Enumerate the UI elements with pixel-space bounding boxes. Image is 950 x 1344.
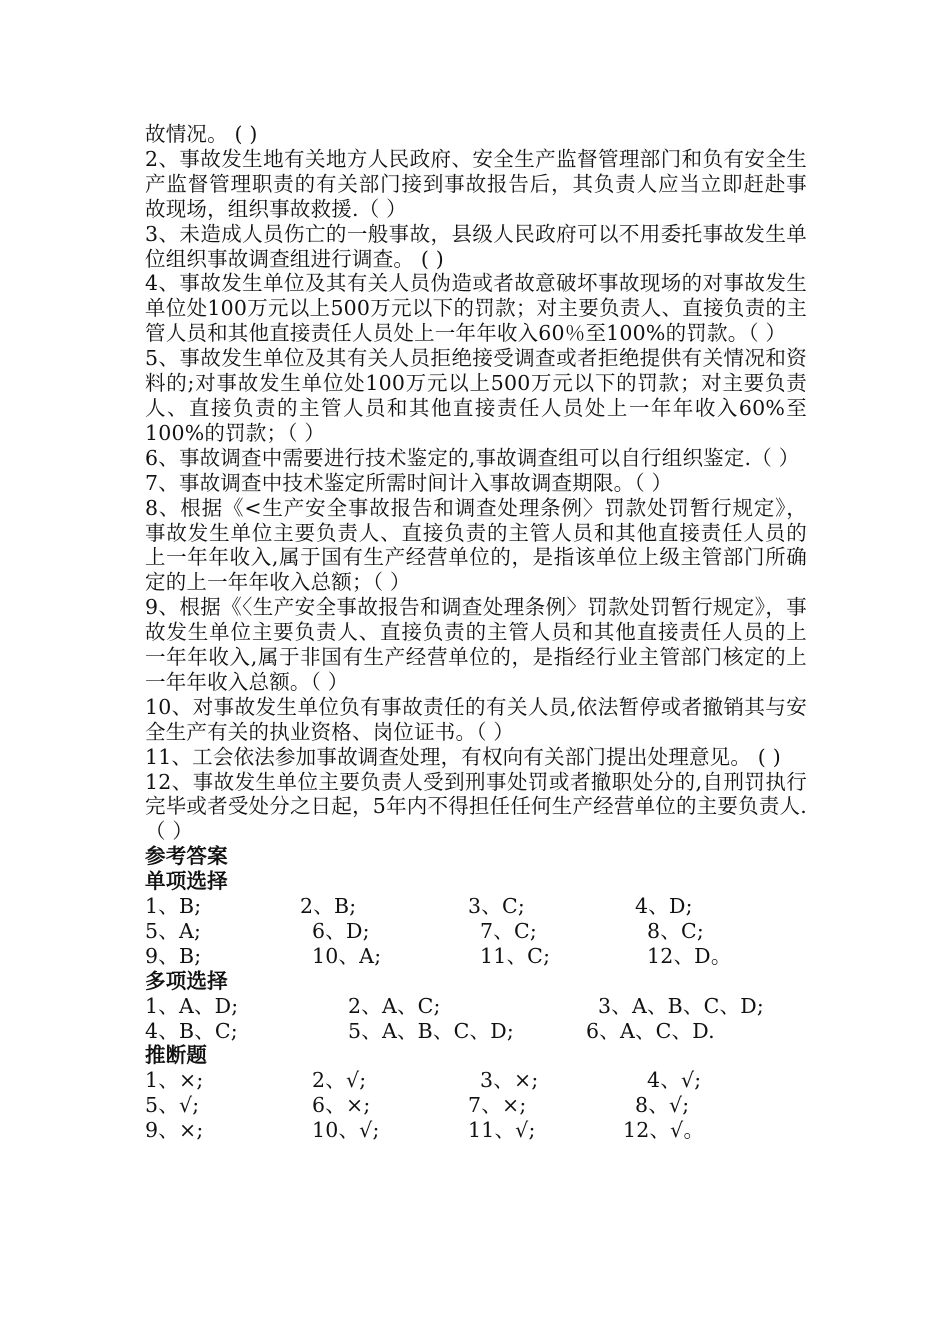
answer-cell: 2、B; [300,894,357,919]
single-choice-heading: 单项选择 [145,869,228,894]
answer-cell: 2、√; [312,1068,367,1093]
answer-cell: 9、B; [145,943,202,968]
answer-cell: 9、×; [145,1118,204,1143]
answer-cell: 2、A、C; [348,993,441,1018]
question-3: 3、未造成人员伤亡的一般事故，县级人民政府可以不用委托事故发生单位组织事故调查组进行调查。 ( ) [145,221,807,271]
judgement-question-list [145,122,807,844]
document-page [145,122,807,1143]
answer-cell: 8、C; [647,918,704,943]
single-answer-row [145,944,807,969]
multi-answer-row [145,994,807,1019]
multi-choice-heading: 多项选择 [145,968,228,993]
answer-cell: 11、C; [480,943,551,968]
answer-key [145,844,807,1143]
question-4: 4、事故发生单位及其有关人员伪造或者故意破坏事故现场的对事故发生单位处100万元以上500万元以下的罚款；对主要负责人、直接负责的主管人员和其他直接责任人员处上一年年收入60％至100%的罚款。（ ） [145,271,807,346]
answer-cell: 5、√; [145,1093,200,1118]
answer-cell: 3、A、B、C、D; [598,993,764,1018]
single-answer-row [145,919,807,944]
answer-cell: 3、×; [480,1068,539,1093]
question-11: 11、工会依法参加事故调查处理，有权向有关部门提出处理意见。 ( ) [145,744,781,769]
question-7: 7、事故调查中技术鉴定所需时间计入事故调查期限。（ ） [145,470,673,495]
answer-cell: 7、×; [468,1093,527,1118]
answer-cell: 11、√; [468,1118,536,1143]
answer-cell: 4、B、C; [145,1018,238,1043]
answer-cell: 8、√; [635,1093,690,1118]
judge-answer-row [145,1068,807,1093]
judgement-heading: 推断题 [145,1043,208,1068]
judge-answer-row [145,1118,807,1143]
answer-cell: 5、A; [145,918,202,943]
answer-cell: 12、D。 [647,943,732,968]
answer-cell: 7、C; [480,918,537,943]
question-10: 10、对事故发生单位负有事故责任的有关人员,依法暂停或者撤销其与安全生产有关的执业资格、岗位证书。（ ） [145,694,807,744]
answer-cell: 1、×; [145,1068,204,1093]
answer-cell: 10、A; [312,943,382,968]
answer-cell: 3、C; [468,894,525,919]
question-12: 12、事故发生单位主要负责人受到刑事处罚或者撤职处分的,自刑罚执行完毕或者受处分之日起，5年内不得担任任何生产经营单位的主要负责人.（ ） [145,769,807,844]
answer-cell: 4、D; [635,894,693,919]
question-6: 6、事故调查中需要进行技术鉴定的,事故调查组可以自行组织鉴定.（ ） [145,445,800,470]
answer-cell: 1、B; [145,894,202,919]
answer-cell: 6、D; [312,918,370,943]
judge-answer-row [145,1093,807,1118]
answer-cell: 6、A、C、D. [586,1018,715,1043]
answer-cell: 1、A、D; [145,993,239,1018]
answer-cell: 10、√; [312,1118,380,1143]
answer-cell: 5、A、B、C、D; [348,1018,514,1043]
answer-cell: 6、×; [312,1093,371,1118]
question-1-tail: 故情况。 ( ) [145,122,258,146]
multi-answer-row [145,1019,807,1044]
answer-cell: 4、√; [647,1068,702,1093]
answer-key-title: 参考答案 [145,844,228,869]
question-9: 9、根据《〈生产安全事故报告和调查处理条例〉罚款处罚暂行规定》，事故发生单位主要负责人、直接负责的主管人员和其他直接责任人员的上一年年收入,属于非国有生产经营单位的，是指经行业主管部门核定的上一年年收入总额。（ ） [145,595,807,694]
single-answer-row [145,894,807,919]
question-8: 8、根据《<生产安全事故报告和调查处理条例〉罚款处罚暂行规定》，事故发生单位主要负责人、直接负责的主管人员和其他直接责任人员的上一年年收入,属于国有生产经营单位的，是指该单位上级主管部门所确定的上一年年收入总额；（ ） [145,495,807,595]
answer-cell: 12、√。 [623,1118,705,1143]
question-2: 2、事故发生地有关地方人民政府、安全生产监督管理部门和负有安全生产监督管理职责的有关部门接到事故报告后，其负责人应当立即赶赴事故现场，组织事故救援.（ ） [145,146,807,221]
question-5: 5、事故发生单位及其有关人员拒绝接受调查或者拒绝提供有关情况和资料的;对事故发生单位处100万元以上500万元以下的罚款；对主要负责人、直接负责的主管人员和其他直接责任人员处上一年年收入60%至100%的罚款；（ ） [145,346,807,445]
